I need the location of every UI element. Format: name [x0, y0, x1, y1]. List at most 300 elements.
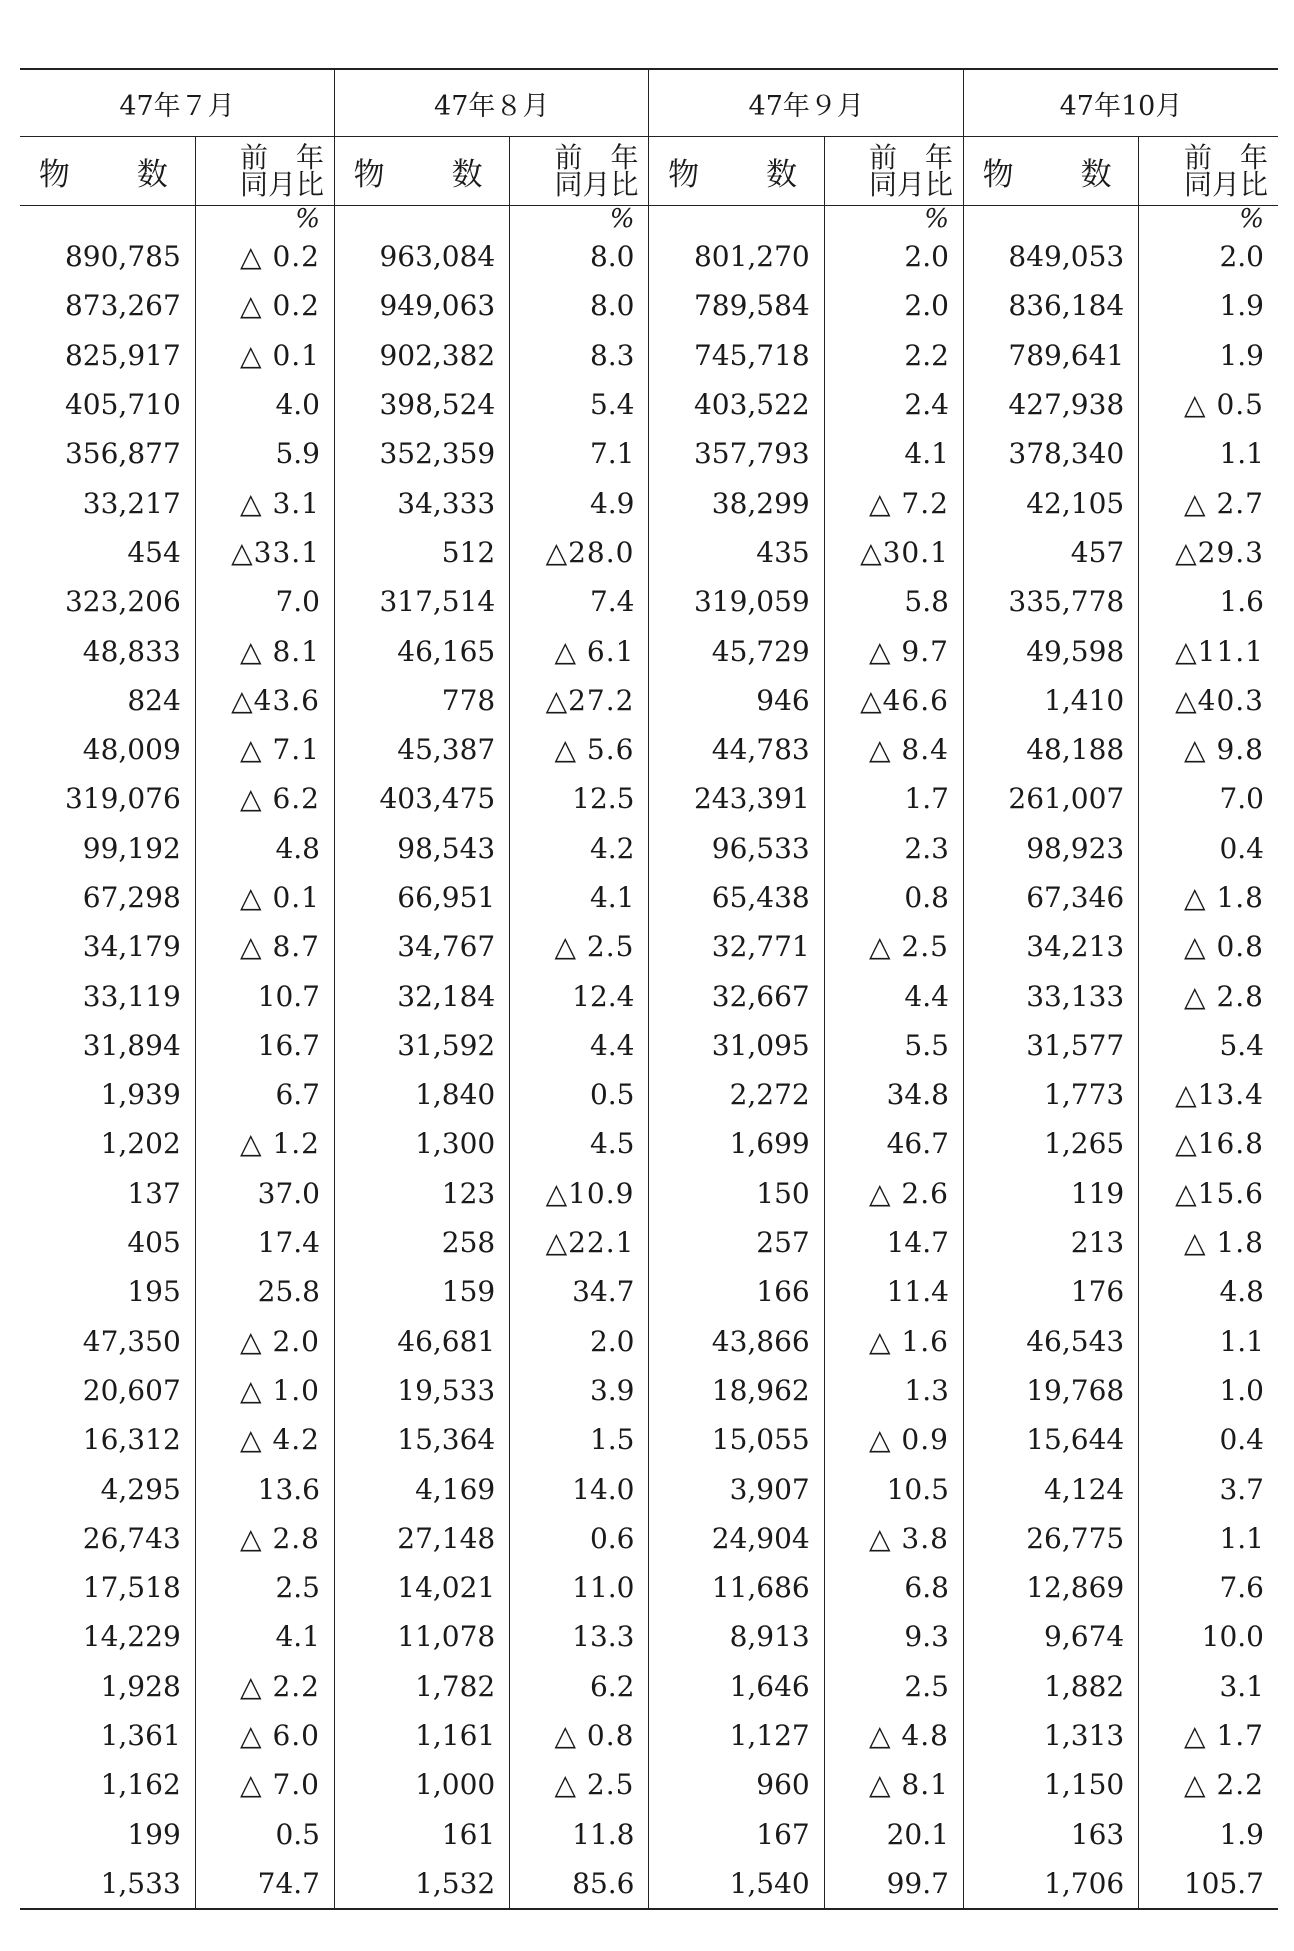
count-cell: 11,078 — [334, 1612, 509, 1661]
count-cell: 1,882 — [963, 1662, 1138, 1711]
count-cell: 45,729 — [649, 626, 824, 675]
count-cell: 14,021 — [334, 1563, 509, 1612]
yoy-ratio-cell: 1.9 — [1139, 331, 1278, 380]
yoy-ratio-cell: 2.5 — [195, 1563, 334, 1612]
count-cell: 319,059 — [649, 577, 824, 626]
unit-row — [20, 206, 1278, 233]
count-cell: 67,298 — [82, 881, 181, 914]
count-cell: 789,584 — [649, 281, 824, 330]
table-row — [20, 676, 1278, 725]
count-cell: 98,543 — [334, 824, 509, 873]
count-cell: 26,775 — [963, 1514, 1138, 1563]
yoy-ratio-cell: △33.1 — [195, 528, 334, 577]
count-cell: 96,533 — [649, 824, 824, 873]
yoy-ratio-cell: 8.3 — [510, 331, 649, 380]
count-cell: 31,894 — [82, 1028, 181, 1062]
yoy-ratio-cell: 7.0 — [195, 577, 334, 626]
yoy-ratio-column-header: 前 年 同月比 — [1139, 137, 1278, 206]
yoy-ratio-cell: 7.6 — [1139, 1563, 1278, 1612]
yoy-ratio-cell: △46.6 — [824, 676, 963, 725]
count-cell: 67,346 — [963, 873, 1138, 922]
count-cell: 161 — [334, 1810, 509, 1859]
count-cell: 24,904 — [649, 1514, 824, 1563]
yoy-ratio-cell: △ 1.8 — [1139, 873, 1278, 922]
count-cell: 1,265 — [963, 1119, 1138, 1168]
table-row — [20, 1366, 1278, 1415]
yoy-ratio-cell: 20.1 — [824, 1810, 963, 1859]
count-cell: 378,340 — [963, 429, 1138, 478]
yoy-ratio-cell: 1.5 — [510, 1415, 649, 1464]
table-row — [20, 1810, 1278, 1859]
yoy-ratio-cell: △ 6.1 — [510, 626, 649, 675]
yoy-ratio-cell: 99.7 — [824, 1859, 963, 1909]
yoy-ratio-cell: 3.7 — [1139, 1464, 1278, 1513]
yoy-ratio-cell: △30.1 — [824, 528, 963, 577]
count-cell: 836,184 — [963, 281, 1138, 330]
yoy-ratio-cell: △ 8.7 — [195, 922, 334, 971]
count-cell: 65,438 — [649, 873, 824, 922]
count-cell: 3,907 — [649, 1464, 824, 1513]
count-cell: 31,095 — [649, 1021, 824, 1070]
count-cell: 167 — [649, 1810, 824, 1859]
table-row — [20, 1070, 1278, 1119]
count-cell: 48,833 — [82, 634, 181, 668]
count-cell: 33,217 — [82, 486, 181, 520]
count-cell: 48,009 — [82, 733, 181, 767]
table-row — [20, 1317, 1278, 1366]
count-cell: 43,866 — [649, 1317, 824, 1366]
yoy-ratio-cell: 1.1 — [1139, 429, 1278, 478]
table-row — [20, 1711, 1278, 1760]
yoy-ratio-cell: △ 0.1 — [195, 331, 334, 380]
yoy-ratio-cell: 1.0 — [1139, 1366, 1278, 1415]
count-cell: 46,543 — [963, 1317, 1138, 1366]
count-column-header: 物 数 — [20, 137, 195, 206]
yoy-ratio-column-header: 前 年 同月比 — [195, 137, 334, 206]
count-cell: 32,667 — [649, 971, 824, 1020]
count-cell: 4,295 — [100, 1472, 181, 1506]
yoy-ratio-cell: 34.7 — [510, 1267, 649, 1316]
yoy-ratio-cell: △ 2.8 — [195, 1514, 334, 1563]
yoy-ratio-cell: 2.0 — [1139, 232, 1278, 281]
yoy-ratio-cell: △ 7.1 — [195, 725, 334, 774]
yoy-ratio-cell: 2.0 — [824, 232, 963, 281]
count-cell: 159 — [334, 1267, 509, 1316]
percent-unit: % — [1139, 206, 1278, 233]
count-cell: 319,076 — [64, 782, 181, 816]
yoy-ratio-cell: 25.8 — [195, 1267, 334, 1316]
table-row — [20, 774, 1278, 823]
yoy-ratio-cell: 5.8 — [824, 577, 963, 626]
count-cell: 1,540 — [649, 1859, 824, 1909]
table-row — [20, 1119, 1278, 1168]
count-cell: 1,706 — [963, 1859, 1138, 1909]
yoy-ratio-cell: 4.1 — [510, 873, 649, 922]
count-cell: 789,641 — [963, 331, 1138, 380]
count-cell: 42,105 — [963, 478, 1138, 527]
yoy-ratio-cell: △ 8.1 — [195, 626, 334, 675]
count-cell: 19,768 — [963, 1366, 1138, 1415]
yoy-ratio-cell: 0.6 — [510, 1514, 649, 1563]
yoy-ratio-cell: 5.4 — [510, 380, 649, 429]
table-row — [20, 1760, 1278, 1809]
count-cell: 1,646 — [649, 1662, 824, 1711]
yoy-ratio-cell: 7.1 — [510, 429, 649, 478]
month-header: 47年７月 — [20, 69, 334, 137]
count-cell: 1,000 — [334, 1760, 509, 1809]
yoy-ratio-cell: △ 0.8 — [1139, 922, 1278, 971]
count-cell: 457 — [963, 528, 1138, 577]
yoy-ratio-cell: △ 7.2 — [824, 478, 963, 527]
count-cell: 137 — [127, 1176, 181, 1210]
column-header-row — [20, 137, 1278, 206]
count-cell: 150 — [649, 1169, 824, 1218]
count-cell: 15,364 — [334, 1415, 509, 1464]
count-cell: 427,938 — [963, 380, 1138, 429]
yoy-ratio-cell: △43.6 — [195, 676, 334, 725]
table-row — [20, 1267, 1278, 1316]
count-cell: 27,148 — [334, 1514, 509, 1563]
percent-unit: % — [510, 206, 649, 233]
yoy-ratio-cell: △ 8.4 — [824, 725, 963, 774]
count-cell: 323,206 — [64, 585, 181, 619]
count-cell: 98,923 — [963, 824, 1138, 873]
yoy-ratio-cell: △ 7.0 — [195, 1760, 334, 1809]
table-row — [20, 1662, 1278, 1711]
count-cell: 34,333 — [334, 478, 509, 527]
yoy-ratio-cell: △ 2.5 — [824, 922, 963, 971]
monthly-count-table — [20, 68, 1278, 1910]
yoy-ratio-cell: △27.2 — [510, 676, 649, 725]
yoy-ratio-cell: 0.5 — [195, 1810, 334, 1859]
count-cell: 1,150 — [963, 1760, 1138, 1809]
yoy-ratio-cell: 5.9 — [195, 429, 334, 478]
yoy-ratio-cell: 14.0 — [510, 1464, 649, 1513]
count-cell: 825,917 — [64, 338, 181, 372]
count-cell: 176 — [963, 1267, 1138, 1316]
yoy-ratio-cell: △ 0.2 — [195, 281, 334, 330]
yoy-ratio-cell: 4.8 — [1139, 1267, 1278, 1316]
yoy-ratio-cell: 105.7 — [1139, 1859, 1278, 1909]
yoy-ratio-cell: 1.9 — [1139, 1810, 1278, 1859]
count-cell: 1,127 — [649, 1711, 824, 1760]
yoy-ratio-cell: 8.0 — [510, 281, 649, 330]
yoy-ratio-cell: 5.4 — [1139, 1021, 1278, 1070]
yoy-ratio-cell: 16.7 — [195, 1021, 334, 1070]
table-row — [20, 1169, 1278, 1218]
count-cell: 963,084 — [334, 232, 509, 281]
table-row — [20, 1859, 1278, 1909]
table-body — [20, 206, 1278, 1910]
yoy-ratio-cell: 2.5 — [824, 1662, 963, 1711]
count-cell: 34,179 — [82, 930, 181, 964]
yoy-ratio-cell: 1.6 — [1139, 577, 1278, 626]
count-cell: 1,773 — [963, 1070, 1138, 1119]
table-row — [20, 577, 1278, 626]
yoy-ratio-cell: 8.0 — [510, 232, 649, 281]
count-cell: 778 — [334, 676, 509, 725]
count-cell: 801,270 — [649, 232, 824, 281]
yoy-ratio-cell: △22.1 — [510, 1218, 649, 1267]
count-cell: 946 — [649, 676, 824, 725]
table-row — [20, 1612, 1278, 1661]
count-cell: 1,162 — [100, 1768, 181, 1802]
count-cell: 317,514 — [334, 577, 509, 626]
table-row — [20, 1464, 1278, 1513]
yoy-ratio-cell: △29.3 — [1139, 528, 1278, 577]
yoy-ratio-cell: 12.4 — [510, 971, 649, 1020]
yoy-ratio-cell: 3.1 — [1139, 1662, 1278, 1711]
yoy-ratio-cell: △ 4.8 — [824, 1711, 963, 1760]
yoy-ratio-cell: 4.1 — [824, 429, 963, 478]
count-cell: 19,533 — [334, 1366, 509, 1415]
yoy-ratio-cell: △ 1.0 — [195, 1366, 334, 1415]
table-row — [20, 281, 1278, 330]
yoy-ratio-cell: 2.2 — [824, 331, 963, 380]
yoy-ratio-cell: 10.0 — [1139, 1612, 1278, 1661]
count-cell: 49,598 — [963, 626, 1138, 675]
yoy-ratio-cell: 13.3 — [510, 1612, 649, 1661]
yoy-ratio-cell: △40.3 — [1139, 676, 1278, 725]
yoy-ratio-cell: △ 2.8 — [1139, 971, 1278, 1020]
yoy-ratio-cell: △ 0.5 — [1139, 380, 1278, 429]
count-cell: 44,783 — [649, 725, 824, 774]
count-cell: 31,592 — [334, 1021, 509, 1070]
yoy-ratio-cell: 6.2 — [510, 1662, 649, 1711]
table-row — [20, 478, 1278, 527]
table-row — [20, 922, 1278, 971]
yoy-ratio-cell: 85.6 — [510, 1859, 649, 1909]
yoy-ratio-cell: 10.5 — [824, 1464, 963, 1513]
yoy-ratio-cell: △16.8 — [1139, 1119, 1278, 1168]
yoy-ratio-cell: △ 8.1 — [824, 1760, 963, 1809]
yoy-ratio-cell: △ 2.0 — [195, 1317, 334, 1366]
yoy-ratio-cell: △ 9.8 — [1139, 725, 1278, 774]
count-cell: 335,778 — [963, 577, 1138, 626]
count-cell: 26,743 — [82, 1521, 181, 1555]
yoy-ratio-cell: 0.5 — [510, 1070, 649, 1119]
count-cell: 99,192 — [82, 831, 181, 865]
count-cell: 34,213 — [963, 922, 1138, 971]
count-cell: 257 — [649, 1218, 824, 1267]
count-cell: 45,387 — [334, 725, 509, 774]
yoy-ratio-cell: 2.4 — [824, 380, 963, 429]
yoy-ratio-cell: △ 2.6 — [824, 1169, 963, 1218]
yoy-ratio-cell: △ 0.8 — [510, 1711, 649, 1760]
table-row — [20, 331, 1278, 380]
yoy-ratio-cell: 4.5 — [510, 1119, 649, 1168]
count-cell: 1,202 — [100, 1127, 181, 1161]
yoy-ratio-cell: △15.6 — [1139, 1169, 1278, 1218]
count-cell: 258 — [334, 1218, 509, 1267]
count-cell: 38,299 — [649, 478, 824, 527]
count-cell: 199 — [127, 1817, 181, 1851]
count-cell: 890,785 — [64, 240, 181, 274]
count-cell: 403,522 — [649, 380, 824, 429]
yoy-ratio-cell: △11.1 — [1139, 626, 1278, 675]
yoy-ratio-cell: △ 5.6 — [510, 725, 649, 774]
count-cell: 398,524 — [334, 380, 509, 429]
count-cell: 163 — [963, 1810, 1138, 1859]
count-cell: 960 — [649, 1760, 824, 1809]
yoy-ratio-cell: 6.8 — [824, 1563, 963, 1612]
yoy-ratio-cell: 6.7 — [195, 1070, 334, 1119]
count-cell: 31,577 — [963, 1021, 1138, 1070]
count-cell: 1,939 — [100, 1078, 181, 1112]
table-row — [20, 873, 1278, 922]
count-cell: 15,055 — [649, 1415, 824, 1464]
yoy-ratio-cell: 4.1 — [195, 1612, 334, 1661]
yoy-ratio-cell: 7.4 — [510, 577, 649, 626]
count-cell: 849,053 — [963, 232, 1138, 281]
yoy-ratio-cell: 3.9 — [510, 1366, 649, 1415]
yoy-ratio-cell: 46.7 — [824, 1119, 963, 1168]
yoy-ratio-cell: △13.4 — [1139, 1070, 1278, 1119]
yoy-ratio-cell: 4.2 — [510, 824, 649, 873]
yoy-ratio-cell: 4.9 — [510, 478, 649, 527]
yoy-ratio-cell: 37.0 — [195, 1169, 334, 1218]
yoy-ratio-cell: △ 1.8 — [1139, 1218, 1278, 1267]
yoy-ratio-cell: △ 0.2 — [195, 232, 334, 281]
yoy-ratio-cell: △ 0.9 — [824, 1415, 963, 1464]
yoy-ratio-cell: 4.8 — [195, 824, 334, 873]
count-cell: 745,718 — [649, 331, 824, 380]
count-cell: 48,188 — [963, 725, 1138, 774]
month-header: 47年10月 — [963, 69, 1278, 137]
count-cell: 15,644 — [963, 1415, 1138, 1464]
count-cell: 9,674 — [963, 1612, 1138, 1661]
yoy-ratio-cell: 34.8 — [824, 1070, 963, 1119]
yoy-ratio-cell: △ 0.1 — [195, 873, 334, 922]
count-cell: 32,771 — [649, 922, 824, 971]
yoy-ratio-cell: △ 3.8 — [824, 1514, 963, 1563]
yoy-ratio-cell: △ 2.5 — [510, 1760, 649, 1809]
count-column-header: 物 数 — [649, 137, 824, 206]
month-header: 47年９月 — [649, 69, 963, 137]
yoy-ratio-cell: 0.8 — [824, 873, 963, 922]
yoy-ratio-cell: 14.7 — [824, 1218, 963, 1267]
count-cell: 873,267 — [64, 289, 181, 323]
count-cell: 902,382 — [334, 331, 509, 380]
yoy-ratio-cell: 7.0 — [1139, 774, 1278, 823]
yoy-ratio-cell: 12.5 — [510, 774, 649, 823]
yoy-ratio-cell: 1.1 — [1139, 1317, 1278, 1366]
table-row — [20, 380, 1278, 429]
yoy-ratio-column-header: 前 年 同月比 — [510, 137, 649, 206]
yoy-ratio-cell: 1.7 — [824, 774, 963, 823]
yoy-ratio-cell: 11.8 — [510, 1810, 649, 1859]
count-cell: 8,913 — [649, 1612, 824, 1661]
count-cell: 123 — [334, 1169, 509, 1218]
table-row — [20, 971, 1278, 1020]
yoy-ratio-cell: △ 9.7 — [824, 626, 963, 675]
count-cell: 1,532 — [334, 1859, 509, 1909]
yoy-ratio-cell: 1.1 — [1139, 1514, 1278, 1563]
count-cell: 357,793 — [649, 429, 824, 478]
yoy-ratio-cell: 2.3 — [824, 824, 963, 873]
count-cell: 34,767 — [334, 922, 509, 971]
count-cell: 33,119 — [82, 979, 181, 1013]
count-cell: 213 — [963, 1218, 1138, 1267]
month-header: 47年８月 — [334, 69, 648, 137]
yoy-ratio-cell: 2.0 — [510, 1317, 649, 1366]
table-row — [20, 725, 1278, 774]
count-cell: 2,272 — [649, 1070, 824, 1119]
yoy-ratio-cell: 17.4 — [195, 1218, 334, 1267]
yoy-ratio-cell: △ 1.7 — [1139, 1711, 1278, 1760]
table-row — [20, 1415, 1278, 1464]
table-row — [20, 528, 1278, 577]
yoy-ratio-cell: 4.0 — [195, 380, 334, 429]
count-cell: 1,928 — [100, 1669, 181, 1703]
yoy-ratio-cell: 4.4 — [824, 971, 963, 1020]
yoy-ratio-cell: 11.0 — [510, 1563, 649, 1612]
yoy-ratio-cell: △ 1.6 — [824, 1317, 963, 1366]
count-cell: 243,391 — [649, 774, 824, 823]
count-cell: 11,686 — [649, 1563, 824, 1612]
yoy-ratio-cell: 74.7 — [195, 1859, 334, 1909]
yoy-ratio-cell: △ 2.7 — [1139, 478, 1278, 527]
table-row — [20, 1514, 1278, 1563]
count-cell: 12,869 — [963, 1563, 1138, 1612]
count-cell: 1,300 — [334, 1119, 509, 1168]
count-cell: 512 — [334, 528, 509, 577]
yoy-ratio-cell: △ 4.2 — [195, 1415, 334, 1464]
month-header-row — [20, 69, 1278, 137]
table-row — [20, 1563, 1278, 1612]
yoy-ratio-cell: 1.3 — [824, 1366, 963, 1415]
count-cell: 119 — [963, 1169, 1138, 1218]
count-cell: 435 — [649, 528, 824, 577]
count-column-header: 物 数 — [963, 137, 1138, 206]
count-cell: 261,007 — [963, 774, 1138, 823]
percent-unit: % — [824, 206, 963, 233]
yoy-ratio-cell: 9.3 — [824, 1612, 963, 1661]
count-cell: 352,359 — [334, 429, 509, 478]
yoy-ratio-column-header: 前 年 同月比 — [824, 137, 963, 206]
yoy-ratio-cell: 13.6 — [195, 1464, 334, 1513]
table-row — [20, 429, 1278, 478]
yoy-ratio-cell: △28.0 — [510, 528, 649, 577]
yoy-ratio-cell: △ 3.1 — [195, 478, 334, 527]
yoy-ratio-cell: 0.4 — [1139, 824, 1278, 873]
yoy-ratio-cell: △ 2.5 — [510, 922, 649, 971]
count-cell: 4,124 — [963, 1464, 1138, 1513]
table-row — [20, 824, 1278, 873]
statistics-table-sheet — [20, 68, 1278, 1910]
count-cell: 403,475 — [334, 774, 509, 823]
yoy-ratio-cell: 1.9 — [1139, 281, 1278, 330]
count-cell: 1,699 — [649, 1119, 824, 1168]
count-cell: 46,681 — [334, 1317, 509, 1366]
table-row — [20, 232, 1278, 281]
count-cell: 16,312 — [82, 1423, 181, 1457]
count-cell: 18,962 — [649, 1366, 824, 1415]
percent-unit: % — [195, 206, 334, 233]
table-row — [20, 1021, 1278, 1070]
count-cell: 405 — [127, 1226, 181, 1260]
count-cell: 66,951 — [334, 873, 509, 922]
yoy-ratio-cell: △ 6.0 — [195, 1711, 334, 1760]
table-row — [20, 1218, 1278, 1267]
yoy-ratio-cell: 10.7 — [195, 971, 334, 1020]
count-cell: 20,607 — [82, 1373, 181, 1407]
count-cell: 824 — [127, 683, 181, 717]
count-cell: 195 — [127, 1275, 181, 1309]
count-cell: 1,313 — [963, 1711, 1138, 1760]
count-cell: 1,840 — [334, 1070, 509, 1119]
count-cell: 17,518 — [82, 1571, 181, 1605]
